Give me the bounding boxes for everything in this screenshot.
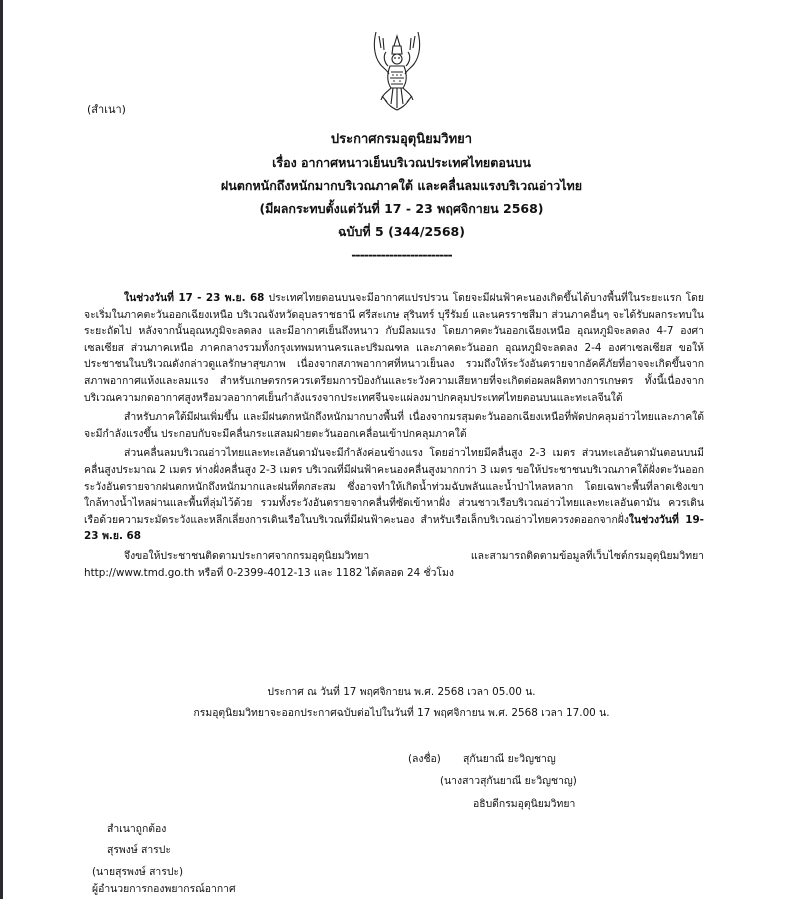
title-divider: ------------------------: [351, 247, 452, 262]
document-page: [3, 0, 800, 899]
effective-period: (มีผลกระทบตั้งแต่วันที่ 17 - 23 พฤศจิกายน 2568): [259, 201, 544, 216]
paragraph-1-text: ประเทศไทยตอนบนจะมีอากาศแปรปรวน โดยจะมีฝนฟ้าคะนองเกิดขึ้นได้บางพื้นที่ในระยะแรก โดยจะเริ่มในภาคตะวันออกเฉียงเหนือ บริเวณจังหวัดอุบลราชธานี ศรีสะเกษ สุรินทร์ บุรีรัมย์ และนครราชสีมา ส่วนภาคอื่นๆ จะได้รับผลกระทบในระยะถัดไป หลังจากนั้นอุณหภูมิจะลดลง และมีอากาศเย็นถึงหนาว กับมีลมแรง โดยภาคตะวันออกเฉียงเหนือ อุณหภูมิจะลดลง 4-7 องศาเซลเซียส ส่วนภาคเหนือ ภาคกลางรวมทั้งกรุงเทพมหานครและปริมณฑล และภาคตะวันออก อุณหภูมิจะลดลง 2-4 องศาเซลเซียส ขอให้ประชาชนในบริเวณดังกล่าวดูแลรักษาสุขภาพ เนื่องจากสภาพอากาศที่หนาวเย็นลง รวมถึงให้ระวังอันตรายจากอัคคีภัยที่อาจจะเกิดขึ้นจากสภาพอากาศแห้งและลมแรง สำหรับเกษตรกรควรเตรียมการป้องกันและระวังความเสียหายที่จะเกิดต่อผลผลิตทางการเกษตร ทั้งนี้เนื่องจากบริเวณความกดอากาศสูงหรือมวลอากาศเย็นกำลังแรงจากประเทศจีนจะแผ่ลงมาปกคลุมประเทศไทยตอนบนและทะเลจีนใต้: [84, 292, 704, 404]
signer-position: อธิบดีกรมอุตุนิยมวิทยา: [473, 798, 576, 810]
title-block: [3, 128, 800, 266]
subject-line: เรื่อง อากาศหนาวเย็นบริเวณประเทศไทยตอนบน: [272, 155, 531, 170]
certified-copy-label: สำเนาถูกต้อง: [107, 823, 167, 835]
website-link[interactable]: http://www.tmd.go.th: [84, 566, 195, 579]
certifier-full-name: (นายสุรพงษ์ สารปะ): [92, 866, 184, 878]
paragraph-3-bold-tail: ในช่วงวันที่ 19-23 พ.ย. 68: [84, 513, 704, 543]
paragraph-1-bold-lead: ในช่วงวันที่ 17 - 23 พ.ย. 68: [124, 292, 265, 304]
document-title: ประกาศกรมอุตุนิยมวิทยา: [330, 132, 473, 147]
signer-name: สุกันยาณี ยะวิญชาญ: [463, 753, 556, 765]
garuda-emblem-icon: [371, 30, 423, 112]
subject-line-2: ฝนตกหนักถึงหนักมากบริเวณภาคใต้ และคลื่นลมแรงบริเวณอ่าวไทย: [220, 178, 583, 193]
document-body: [84, 290, 704, 581]
paragraph-3: [84, 445, 704, 545]
paragraph-3-text: ส่วนคลื่นลมบริเวณอ่าวไทยและทะเลอันดามันจะมีกำลังค่อนข้างแรง โดยอ่าวไทยมีคลื่นสูง 2-3 เมตร ส่วนทะเลอันดามันตอนบนมีคลื่นสูงประมาณ 2 เมตร ห่างฝั่งคลื่นสูง 2-3 เมตร บริเวณที่มีฝนฟ้าคะนองคลื่นสูงมากกว่า 3 เมตร ขอให้ประชาชนบริเวณภาคใต้ฝั่งตะวันออก ระวังอันตรายจากฝนตกหนักถึงหนักมากและฝนที่ตกสะสม ซึ่งอาจทำให้เกิดน้ำท่วมฉับพลันและน้ำป่าไหลหลาก โดยเฉพาะพื้นที่ลาดเชิงเขาใกล้ทางน้ำไหลผ่านและพื้นที่ลุ่มไว้ด้วย รวมทั้งระวังอันตรายจากคลื่นที่ซัดเข้าหาฝั่ง ส่วนชาวเรือบริเวณอ่าวไทยและทะเลอันดามัน ควรเดินเรือด้วยความระมัดระวังและหลีกเลี่ยงการเดินเรือในบริเวณที่มีฝนฟ้าคะนอง สำหรับเรือเล็กบริเวณอ่าวไทยควรงดออกจากฝั่ง: [84, 447, 704, 526]
paragraph-4-text: จึงขอให้ประชาชนติดตามประกาศจากกรมอุตุนิยมวิทยา และสามารถติดตามข้อมูลที่เว็บไซต์กรมอุตุนิยมวิทยา: [124, 549, 704, 562]
next-issue-notice: กรมอุตุนิยมวิทยาจะออกประกาศฉบับต่อไปในวันที่ 17 พฤศจิกายน พ.ศ. 2568 เวลา 17.00 น.: [193, 707, 610, 719]
paragraph-4-tail: หรือที่ 0-2399-4012-13 และ 1182 ได้ตลอด 24 ชั่วโมง: [194, 566, 454, 579]
announce-date: ประกาศ ณ วันที่ 17 พฤศจิกายน พ.ศ. 2568 เวลา 05.00 น.: [267, 686, 536, 698]
issue-number: ฉบับที่ 5 (344/2568): [338, 224, 465, 239]
copy-mark: (สำเนา): [87, 103, 126, 116]
paragraph-4: [84, 548, 704, 581]
certifier-position: ผู้อำนวยการกองพยากรณ์อากาศ: [92, 883, 236, 895]
signer-full-name: (นางสาวสุกันยาณี ยะวิญชาญ): [440, 775, 577, 787]
paragraph-1: [84, 290, 704, 406]
signed-label: (ลงชื่อ): [408, 753, 441, 765]
certifier-name: สุรพงษ์ สารปะ: [107, 844, 171, 856]
paragraph-2: สำหรับภาคใต้มีฝนเพิ่มขึ้น และมีฝนตกหนักถึงหนักมากบางพื้นที่ เนื่องจากมรสุมตะวันออกเฉียงเหนือที่พัดปกคลุมอ่าวไทยและภาคใต้จะมีกำลังแรงขึ้น ประกอบกับจะมีคลื่นกระแสลมฝ่ายตะวันออกเคลื่อนเข้าปกคลุมภาคใต้: [84, 411, 704, 440]
